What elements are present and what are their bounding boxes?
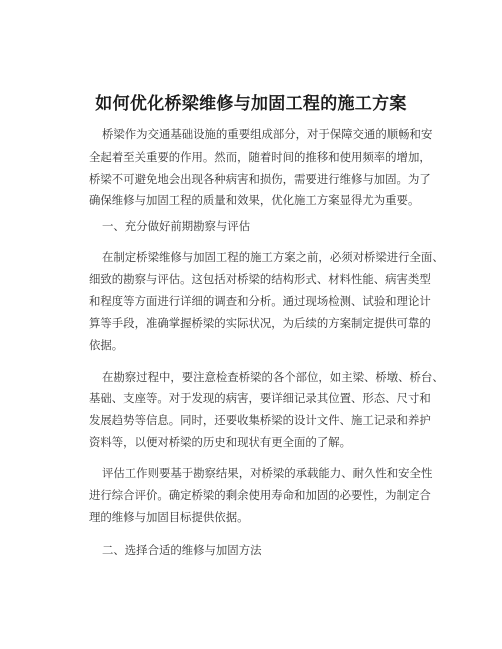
section-heading: 二、选择合适的维修与加固方法 (102, 543, 262, 557)
paragraph-line: 在制定桥梁维修与加固工程的施工方案之前，必须对桥梁进行全面、 (102, 250, 444, 264)
paragraph-line: 细致的勘察与评估。这包括对桥梁的结构形式、材料性能、病害类型 (89, 272, 431, 286)
document-title: 如何优化桥梁维修与加固工程的施工方案 (95, 94, 407, 114)
paragraph-line: 基础、支座等。对于发现的病害，要详细记录其位置、形态、尺寸和 (89, 391, 431, 405)
paragraph-line: 依据。 (89, 338, 124, 352)
section-heading: 一、充分做好前期勘察与评估 (102, 219, 251, 233)
paragraph-line: 评估工作则要基于勘察结果，对桥梁的承载能力、耐久性和安全性 (102, 466, 433, 480)
intro-line: 全起着至关重要的作用。然而，随着时间的推移和使用频率的增加， (89, 150, 431, 164)
paragraph-line: 资料等，以便对桥梁的历史和现状有更全面的了解。 (89, 435, 351, 449)
paragraph-line: 理的维修与加固目标提供依据。 (89, 510, 249, 524)
intro-line: 确保维修与加固工程的质量和效果，优化施工方案显得尤为重要。 (89, 193, 420, 207)
intro-line: 桥梁作为交通基础设施的重要组成部分，对于保障交通的顺畅和安 (102, 127, 433, 141)
paragraph-line: 发展趋势等信息。同时，还要收集桥梁的设计文件、施工记录和养护 (89, 413, 431, 427)
paragraph-line: 和程度等方面进行详细的调查和分析。通过现场检测、试验和理论计 (89, 294, 431, 308)
paragraph-line: 进行综合评价。确定桥梁的剩余使用寿命和加固的必要性，为制定合 (89, 488, 431, 502)
intro-line: 桥梁不可避免地会出现各种病害和损伤，需要进行维修与加固。为了 (89, 172, 431, 186)
paragraph-line: 在勘察过程中，要注意检查桥梁的各个部位，如主梁、桥墩、桥台、 (102, 370, 444, 384)
paragraph-line: 算等手段，准确掌握桥梁的实际状况，为后续的方案制定提供可靠的 (89, 316, 431, 330)
